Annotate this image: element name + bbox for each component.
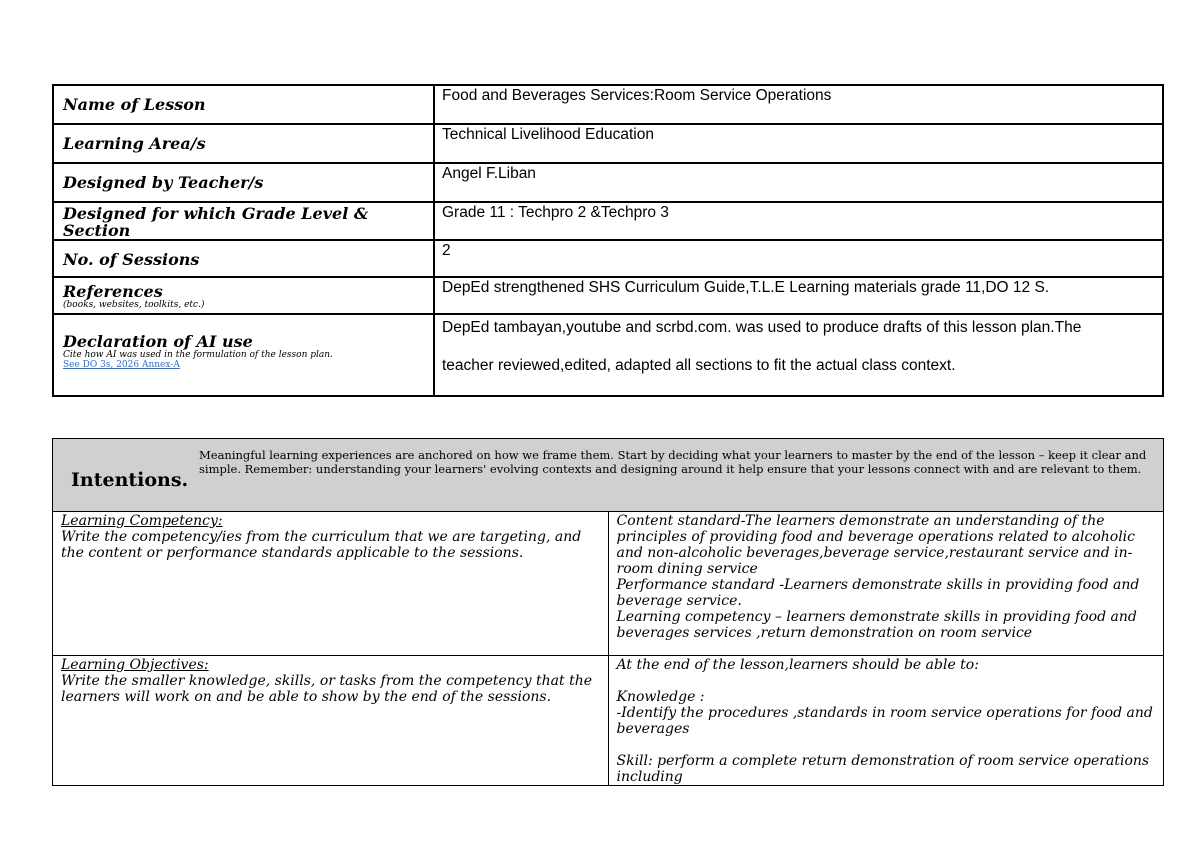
knowledge-item: -Identify the procedures ,standards in room service operations for food and beverages xyxy=(616,705,1153,737)
competency-instruction: Write the competency/ies from the curriculum that we are targeting, and the content or performance standards applicable to the sessions. xyxy=(61,529,582,561)
label-name-of-lesson: Name of Lesson xyxy=(53,85,434,124)
intentions-header-cell xyxy=(53,439,1164,512)
competency-right-cell xyxy=(608,512,1164,656)
knowledge-label: Knowledge : xyxy=(616,689,705,705)
value-grade-level: Grade 11 : Techpro 2 &Techpro 3 xyxy=(434,202,1163,240)
lesson-info-table xyxy=(52,84,1164,397)
objectives-heading: Learning Objectives: xyxy=(61,657,209,673)
label-learning-area: Learning Area/s xyxy=(53,124,434,163)
content-standard: Content standard-The learners demonstrate an understanding of the principles of providing food and beverage operations related to alcoholic and non-alcoholic beverages,beverage service,restaurant service and in-room dining service xyxy=(616,513,1135,577)
label-ai-declaration: Declaration of AI use xyxy=(63,332,253,351)
label-grade-level: Designed for which Grade Level & Section xyxy=(53,202,434,240)
intentions-text: Meaningful learning experiences are anchored on how we frame them. Start by deciding what your learners to master by the end of the lesson – keep it clear and simple. Remember: understanding your learners' evolving contexts and designing around it help ensure that your lessons connect with and are relevant to them. xyxy=(199,448,1147,476)
competency-heading: Learning Competency: xyxy=(61,513,223,529)
spacer xyxy=(617,673,1158,689)
competency-row xyxy=(53,512,1164,656)
value-designed-by: Angel F.Liban xyxy=(434,163,1163,202)
ai-value-line2: teacher reviewed,edited, adapted all sections to fit the actual class context. xyxy=(442,357,956,374)
label-references-cell xyxy=(53,277,434,314)
label-references: References xyxy=(63,282,163,301)
competency-left-cell xyxy=(53,512,609,656)
skill-text: Skill: perform a complete return demonstration of room service operations including xyxy=(616,753,1150,785)
row-learning-area xyxy=(53,124,1163,163)
row-ai-declaration xyxy=(53,314,1163,396)
objectives-right-cell xyxy=(608,656,1164,786)
intentions-table xyxy=(52,438,1164,786)
ai-note: Cite how AI was used in the formulation of the lesson plan. xyxy=(63,350,333,360)
objectives-left-cell xyxy=(53,656,609,786)
annex-link[interactable]: See DO 3s, 2026 Annex-A xyxy=(63,360,180,370)
value-name-of-lesson: Food and Beverages Services:Room Service Operations xyxy=(434,85,1163,124)
objectives-intro: At the end of the lesson,learners should be able to: xyxy=(616,657,979,673)
learning-competency-text: Learning competency – learners demonstrate skills in providing food and beverages services ,return demonstration on room service xyxy=(616,609,1137,641)
row-references xyxy=(53,277,1163,314)
row-name-of-lesson xyxy=(53,85,1163,124)
spacer xyxy=(617,737,1158,753)
label-designed-by: Designed by Teacher/s xyxy=(53,163,434,202)
row-grade-level xyxy=(53,202,1163,240)
objectives-instruction: Write the smaller knowledge, skills, or tasks from the competency that the learners will work on and be able to show by the end of the sessions. xyxy=(61,673,592,705)
objectives-row xyxy=(53,656,1164,786)
performance-standard: Performance standard -Learners demonstrate skills in providing food and beverage service. xyxy=(616,577,1140,609)
label-ai-cell xyxy=(53,314,434,396)
row-designed-by xyxy=(53,163,1163,202)
label-sessions: No. of Sessions xyxy=(53,240,434,277)
intentions-title: Intentions. xyxy=(71,469,189,491)
row-sessions xyxy=(53,240,1163,277)
references-note: (books, websites, toolkits, etc.) xyxy=(63,300,205,310)
ai-value-line1: DepEd tambayan,youtube and scrbd.com. was used to produce drafts of this lesson plan.The xyxy=(442,319,1082,336)
value-learning-area: Technical Livelihood Education xyxy=(434,124,1163,163)
value-sessions: 2 xyxy=(434,240,1163,277)
value-references: DepEd strengthened SHS Curriculum Guide,T.L.E Learning materials grade 11,DO 12 S. xyxy=(434,277,1163,314)
value-ai-declaration xyxy=(434,314,1163,396)
intentions-header-row xyxy=(53,439,1164,512)
